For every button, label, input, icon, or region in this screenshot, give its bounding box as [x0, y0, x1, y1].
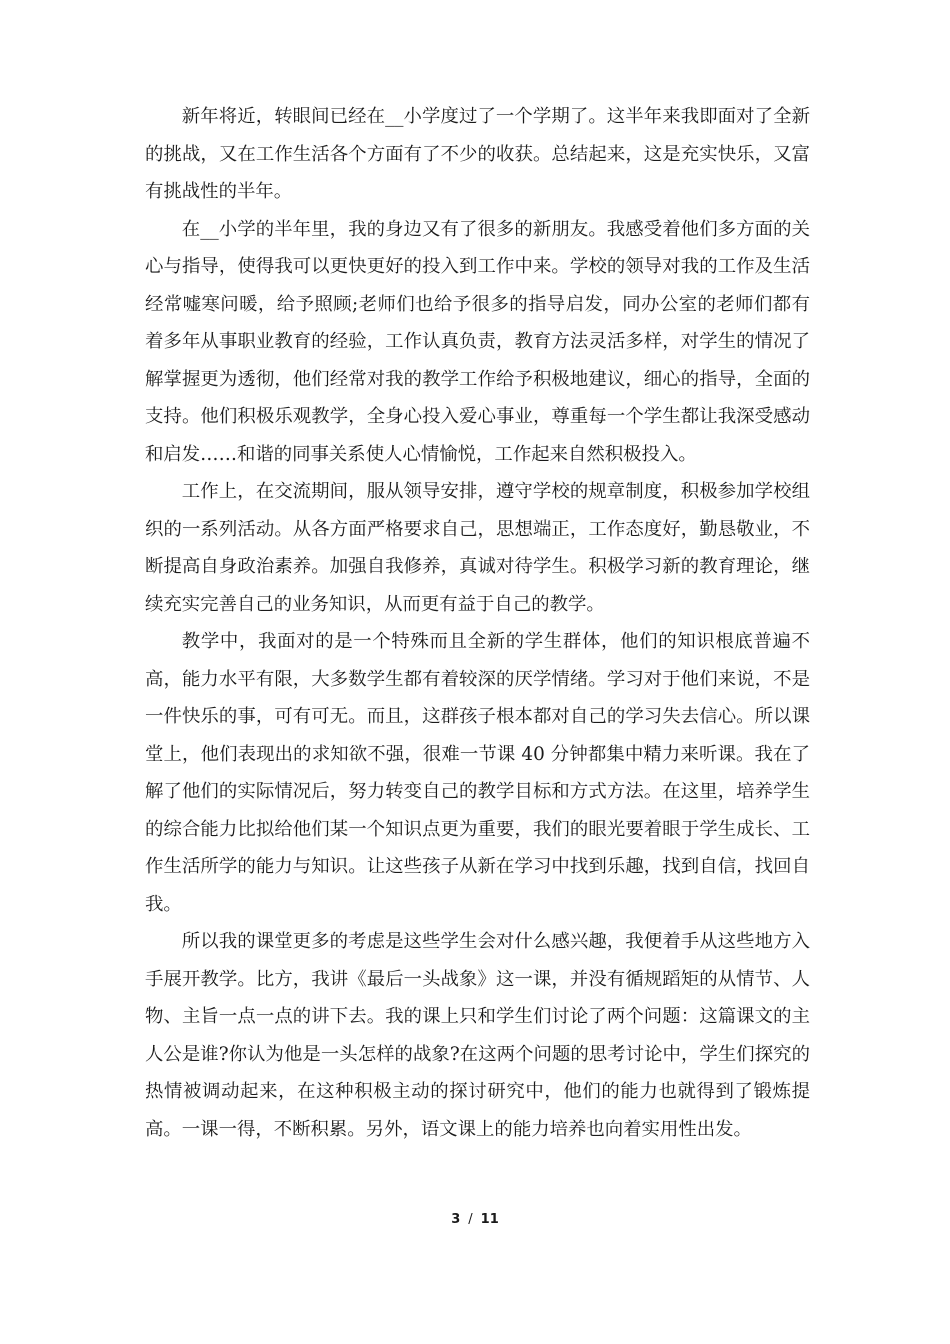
paragraph-3: 工作上，在交流期间，服从领导安排，遵守学校的规章制度，积极参加学校组织的一系列活动。从各方面严格要求自己，思想端正，工作态度好，勤恳敬业，不断提高自身政治素养。加强自我修养，真诚对待学生。积极学习新的教育理论，继续充实完善自己的业务知识，从而更有益于自己的教学。 [145, 481, 810, 615]
current-page-number: 3 [451, 1212, 461, 1227]
document-body [145, 98, 810, 1148]
paragraph-4: 教学中，我面对的是一个特殊而且全新的学生群体，他们的知识根底普遍不高，能力水平有限，大多数学生都有着较深的厌学情绪。学习对于他们来说，不是一件快乐的事，可有可无。而且，这群孩子根本都对自己的学习失去信心。所以课堂上，他们表现出的求知欲不强，很难一节课 40 分钟都集中精力来听课。我在了解了他们的实际情况后，努力转变自己的教学目标和方式方法。在这里，培养学生的综合能力比拟给他们某一个知识点更为重要，我们的眼光要着眼于学生成长、工作生活所学的能力与知识。让这些孩子从新在学习中找到乐趣，找到自信，找回自我。 [145, 631, 810, 915]
page-separator: / [468, 1212, 473, 1227]
paragraph-2: 在__小学的半年里，我的身边又有了很多的新朋友。我感受着他们多方面的关心与指导，使得我可以更快更好的投入到工作中来。学校的领导对我的工作及生活经常嘘寒问暖，给予照顾;老师们也给予很多的指导启发，同办公室的老师们都有着多年从事职业教育的经验，工作认真负责，教育方法灵活多样，对学生的情况了解掌握更为透彻，他们经常对我的教学工作给予积极地建议，细心的指导，全面的支持。他们积极乐观教学，全身心投入爱心事业，尊重每一个学生都让我深受感动和启发……和谐的同事关系使人心情愉悦，工作起来自然积极投入。 [145, 218, 810, 465]
paragraph-1: 新年将近，转眼间已经在__小学度过了一个学期了。这半年来我即面对了全新的挑战，又在工作生活各个方面有了不少的收获。总结起来，这是充实快乐，又富有挑战性的半年。 [145, 106, 810, 202]
total-page-count: 11 [480, 1212, 499, 1227]
paragraph-5: 所以我的课堂更多的考虑是这些学生会对什么感兴趣，我便着手从这些地方入手展开教学。比方，我讲《最后一头战象》这一课，并没有循规蹈矩的从情节、人物、主旨一点一点的讲下去。我的课上只和学生们讨论了两个问题：这篇课文的主人公是谁?你认为他是一头怎样的战象?在这两个问题的思考讨论中，学生们探究的热情被调动起来，在这种积极主动的探讨研究中，他们的能力也就得到了锻炼提高。一课一得，不断积累。另外，语文课上的能力培养也向着实用性出发。 [145, 931, 810, 1140]
page-number [0, 1212, 950, 1227]
